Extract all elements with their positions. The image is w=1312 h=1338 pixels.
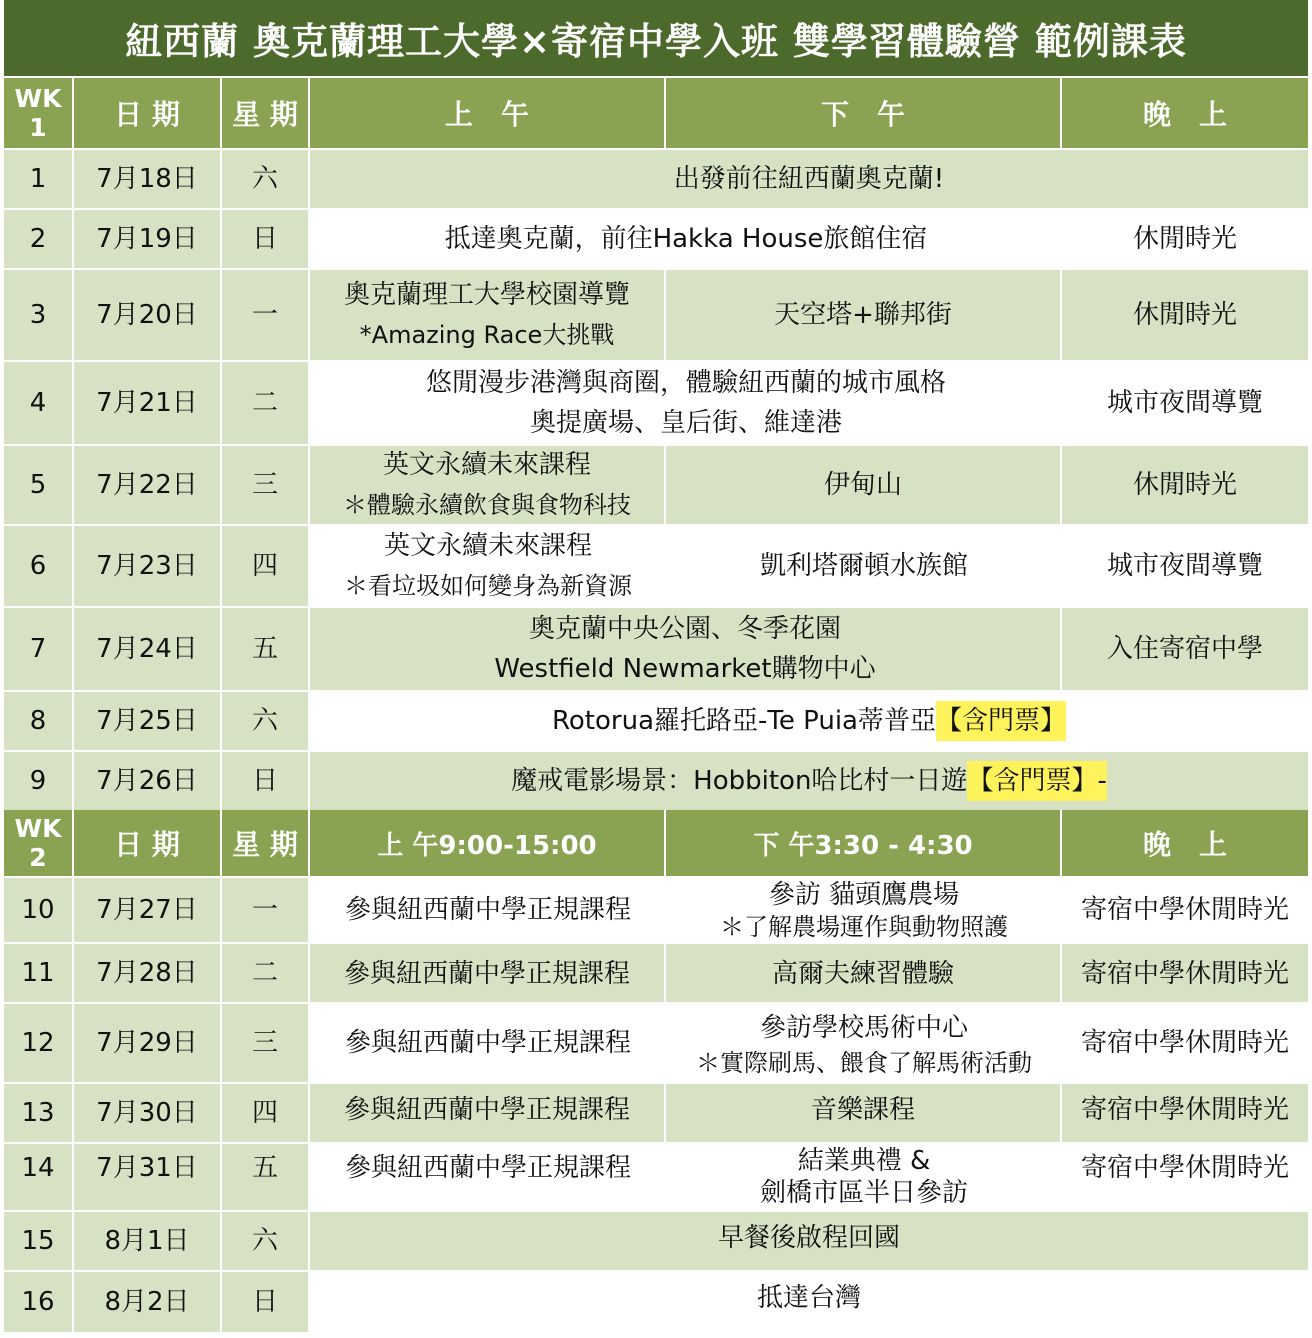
table-row bbox=[4, 750, 1308, 810]
table-row bbox=[4, 268, 1308, 360]
row-date: 7月28日 bbox=[74, 944, 222, 1002]
row-weekday: 三 bbox=[222, 446, 310, 524]
table-row bbox=[4, 444, 1308, 524]
row-day: 3 bbox=[4, 270, 74, 360]
row-morning: 參與紐西蘭中學正規課程 bbox=[310, 1004, 666, 1082]
row-evening: 寄宿中學休閒時光 bbox=[1062, 1144, 1308, 1210]
row-day: 15 bbox=[4, 1212, 74, 1270]
row-day: 1 bbox=[4, 150, 74, 208]
row-weekday: 一 bbox=[222, 270, 310, 360]
row-day: 2 bbox=[4, 210, 74, 268]
table-row bbox=[4, 1142, 1308, 1210]
row-all-day: 出發前往紐西蘭奧克蘭! bbox=[310, 150, 1308, 208]
ticket-included-badge: 【含門票】- bbox=[967, 761, 1106, 801]
row-day: 5 bbox=[4, 446, 74, 524]
row-date: 7月26日 bbox=[74, 752, 222, 810]
row-date: 7月29日 bbox=[74, 1004, 222, 1082]
header-morning: 上 午 bbox=[310, 78, 666, 148]
header-afternoon: 下 午3:30 - 4:30 bbox=[666, 810, 1062, 876]
table-row bbox=[4, 690, 1308, 750]
row-afternoon: 參訪學校馬術中心 ＊實際刷馬、餵食了解馬術活動 bbox=[666, 1004, 1062, 1082]
header-date: 日 期 bbox=[74, 810, 222, 876]
table-row bbox=[4, 1082, 1308, 1142]
row-date: 7月18日 bbox=[74, 150, 222, 208]
row-evening: 城市夜間導覽 bbox=[1062, 362, 1308, 444]
week2-header bbox=[4, 810, 1308, 876]
row-date: 8月1日 bbox=[74, 1212, 222, 1270]
header-afternoon: 下 午 bbox=[666, 78, 1062, 148]
ticket-included-badge: 【含門票】 bbox=[936, 701, 1066, 741]
header-evening: 晚 上 bbox=[1142, 98, 1227, 131]
row-morning: 參與紐西蘭中學正規課程 bbox=[310, 1144, 666, 1210]
table-row bbox=[4, 1270, 1308, 1332]
row-morning: 英文永續未來課程 ＊體驗永續飲食與食物科技 bbox=[310, 446, 666, 524]
row-date: 7月24日 bbox=[74, 608, 222, 690]
row-morning: 參與紐西蘭中學正規課程 bbox=[310, 878, 666, 942]
row-all-day: 早餐後啟程回國 bbox=[310, 1212, 1308, 1270]
table-row bbox=[4, 1002, 1308, 1082]
row-weekday: 二 bbox=[222, 944, 310, 1002]
header-morning: 上 午9:00-15:00 bbox=[310, 810, 666, 876]
row-morning: 參與紐西蘭中學正規課程 bbox=[310, 1084, 666, 1142]
table-row bbox=[4, 148, 1308, 208]
row-day: 10 bbox=[4, 878, 74, 942]
row-weekday: 日 bbox=[222, 1272, 310, 1332]
header-weekday: 星 期 bbox=[222, 78, 310, 148]
row-evening: 城市夜間導覽 bbox=[1062, 526, 1308, 606]
row-weekday: 四 bbox=[222, 1084, 310, 1142]
row-weekday: 三 bbox=[222, 1004, 310, 1082]
row-date: 7月25日 bbox=[74, 692, 222, 750]
row-all-day: Rotorua羅托路亞-Te Puia蒂普亞 【含門票】 bbox=[310, 692, 1308, 750]
row-weekday: 二 bbox=[222, 362, 310, 444]
header-evening: 晚 上 bbox=[1142, 828, 1227, 861]
row-weekday: 五 bbox=[222, 608, 310, 690]
row-afternoon: 凱利塔爾頓水族館 bbox=[666, 526, 1062, 606]
row-day-plan: 奧克蘭中央公園、冬季花園 Westfield Newmarket購物中心 bbox=[310, 608, 1062, 690]
row-day: 4 bbox=[4, 362, 74, 444]
table-row bbox=[4, 360, 1308, 444]
row-evening: 休閒時光 bbox=[1062, 446, 1308, 524]
row-evening: 入住寄宿中學 bbox=[1062, 608, 1308, 690]
week1-header bbox=[4, 78, 1308, 148]
table-row bbox=[4, 208, 1308, 268]
row-day-plan: 抵達奧克蘭，前往Hakka House旅館住宿 bbox=[310, 210, 1062, 268]
row-evening: 寄宿中學休閒時光 bbox=[1062, 1084, 1308, 1142]
row-date: 7月19日 bbox=[74, 210, 222, 268]
row-morning: 英文永續未來課程 ＊看垃圾如何變身為新資源 bbox=[310, 526, 666, 606]
row-evening: 寄宿中學休閒時光 bbox=[1062, 944, 1308, 1002]
row-evening: 寄宿中學休閒時光 bbox=[1062, 1004, 1308, 1082]
table-row bbox=[4, 876, 1308, 942]
row-weekday: 六 bbox=[222, 692, 310, 750]
row-day: 16 bbox=[4, 1272, 74, 1332]
row-all-day: 抵達台灣 bbox=[310, 1272, 1308, 1332]
row-morning: 奧克蘭理工大學校園導覽 *Amazing Race大挑戰 bbox=[310, 270, 666, 360]
page-title: 紐西蘭 奧克蘭理工大學×寄宿中學入班 雙學習體驗營 範例課表 bbox=[4, 0, 1308, 78]
row-day: 11 bbox=[4, 944, 74, 1002]
row-weekday: 六 bbox=[222, 150, 310, 208]
row-date: 7月23日 bbox=[74, 526, 222, 606]
row-weekday: 日 bbox=[222, 752, 310, 810]
row-evening: 休閒時光 bbox=[1062, 270, 1308, 360]
row-weekday: 一 bbox=[222, 878, 310, 942]
row-all-day: 魔戒電影場景：Hobbiton哈比村一日遊 【含門票】- bbox=[310, 752, 1308, 810]
table-row bbox=[4, 942, 1308, 1002]
row-weekday: 日 bbox=[222, 210, 310, 268]
header-weekday: 星 期 bbox=[222, 810, 310, 876]
row-day: 13 bbox=[4, 1084, 74, 1142]
table-row bbox=[4, 524, 1308, 606]
week1-label: WK 1 bbox=[4, 78, 74, 148]
row-date: 7月20日 bbox=[74, 270, 222, 360]
row-evening: 休閒時光 bbox=[1062, 210, 1308, 268]
row-weekday: 五 bbox=[222, 1144, 310, 1210]
row-day: 6 bbox=[4, 526, 74, 606]
header-date: 日 期 bbox=[74, 78, 222, 148]
week2-label: WK 2 bbox=[4, 810, 74, 876]
row-weekday: 六 bbox=[222, 1212, 310, 1270]
row-afternoon: 參訪 貓頭鷹農場 ＊了解農場運作與動物照護 bbox=[666, 878, 1062, 942]
row-date: 8月2日 bbox=[74, 1272, 222, 1332]
table-row bbox=[4, 1210, 1308, 1270]
row-afternoon: 伊甸山 bbox=[666, 446, 1062, 524]
row-day: 7 bbox=[4, 608, 74, 690]
row-day: 8 bbox=[4, 692, 74, 750]
row-day: 9 bbox=[4, 752, 74, 810]
table-row bbox=[4, 606, 1308, 690]
row-weekday: 四 bbox=[222, 526, 310, 606]
row-morning: 參與紐西蘭中學正規課程 bbox=[310, 944, 666, 1002]
row-day-plan: 悠閒漫步港灣與商圈，體驗紐西蘭的城市風格 奧提廣場、皇后街、維達港 bbox=[310, 362, 1062, 444]
row-afternoon: 天空塔+聯邦街 bbox=[666, 270, 1062, 360]
row-afternoon: 音樂課程 bbox=[666, 1084, 1062, 1142]
row-day: 14 bbox=[4, 1144, 74, 1210]
row-afternoon: 結業典禮 & 劍橋市區半日參訪 bbox=[666, 1144, 1062, 1210]
row-day: 12 bbox=[4, 1004, 74, 1082]
row-date: 7月21日 bbox=[74, 362, 222, 444]
row-date: 7月31日 bbox=[74, 1144, 222, 1210]
row-date: 7月30日 bbox=[74, 1084, 222, 1142]
row-afternoon: 高爾夫練習體驗 bbox=[666, 944, 1062, 1002]
row-date: 7月22日 bbox=[74, 446, 222, 524]
row-date: 7月27日 bbox=[74, 878, 222, 942]
row-evening: 寄宿中學休閒時光 bbox=[1062, 878, 1308, 942]
